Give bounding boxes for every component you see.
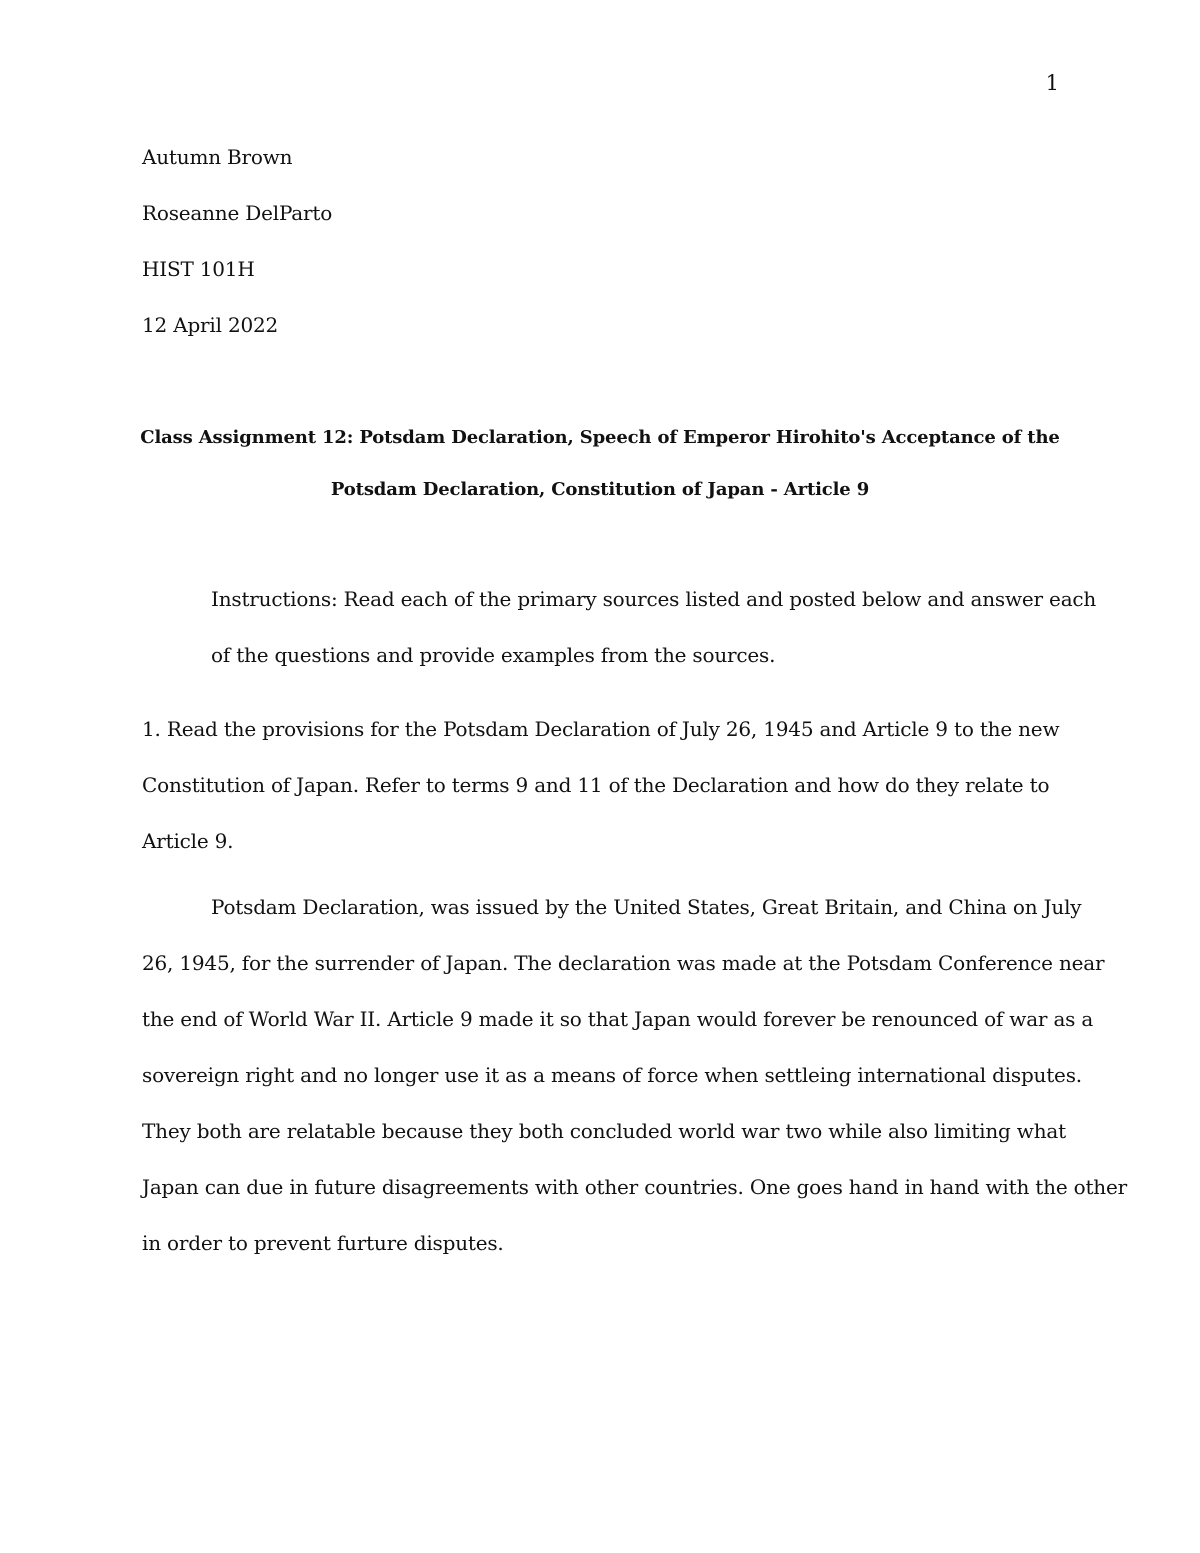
question-1-line-1: 1. Read the provisions for the Potsdam Declaration of July 26, 1945 and Article 9 to the new (142, 717, 1060, 741)
answer-line-3: the end of World War II. Article 9 made it so that Japan would forever be renounced of war as a (142, 1007, 1094, 1031)
answer-line-4: sovereign right and no longer use it as a means of force when settleing international disputes. (142, 1063, 1082, 1087)
instructions-line-2: of the questions and provide examples from the sources. (211, 643, 776, 667)
answer-line-7: in order to prevent furture disputes. (142, 1231, 504, 1255)
course-code: HIST 101H (142, 257, 255, 281)
assignment-title-line-2: Potsdam Declaration, Constitution of Japan - Article 9 (330, 479, 870, 500)
assignment-title-line-1: Class Assignment 12: Potsdam Declaration, Speech of Emperor Hirohito's Acceptance of the (140, 427, 1060, 448)
answer-line-6: Japan can due in future disagreements with other countries. One goes hand in hand with the other (142, 1175, 1127, 1199)
instructions-line-1: Instructions: Read each of the primary sources listed and posted below and answer each (211, 587, 1097, 611)
answer-line-5: They both are relatable because they both concluded world war two while also limiting what (142, 1119, 1066, 1143)
assignment-date: 12 April 2022 (142, 313, 279, 337)
answer-line-2: 26, 1945, for the surrender of Japan. The declaration was made at the Potsdam Conference near (142, 951, 1105, 975)
answer-line-1: Potsdam Declaration, was issued by the United States, Great Britain, and China on July (211, 895, 1082, 919)
student-name: Autumn Brown (142, 145, 293, 169)
page-number: 1 (1045, 71, 1059, 95)
instructor-name: Roseanne DelParto (142, 201, 333, 225)
question-1-line-3: Article 9. (142, 829, 234, 853)
question-1-line-2: Constitution of Japan. Refer to terms 9 and 11 of the Declaration and how do they relate to (142, 773, 1050, 797)
